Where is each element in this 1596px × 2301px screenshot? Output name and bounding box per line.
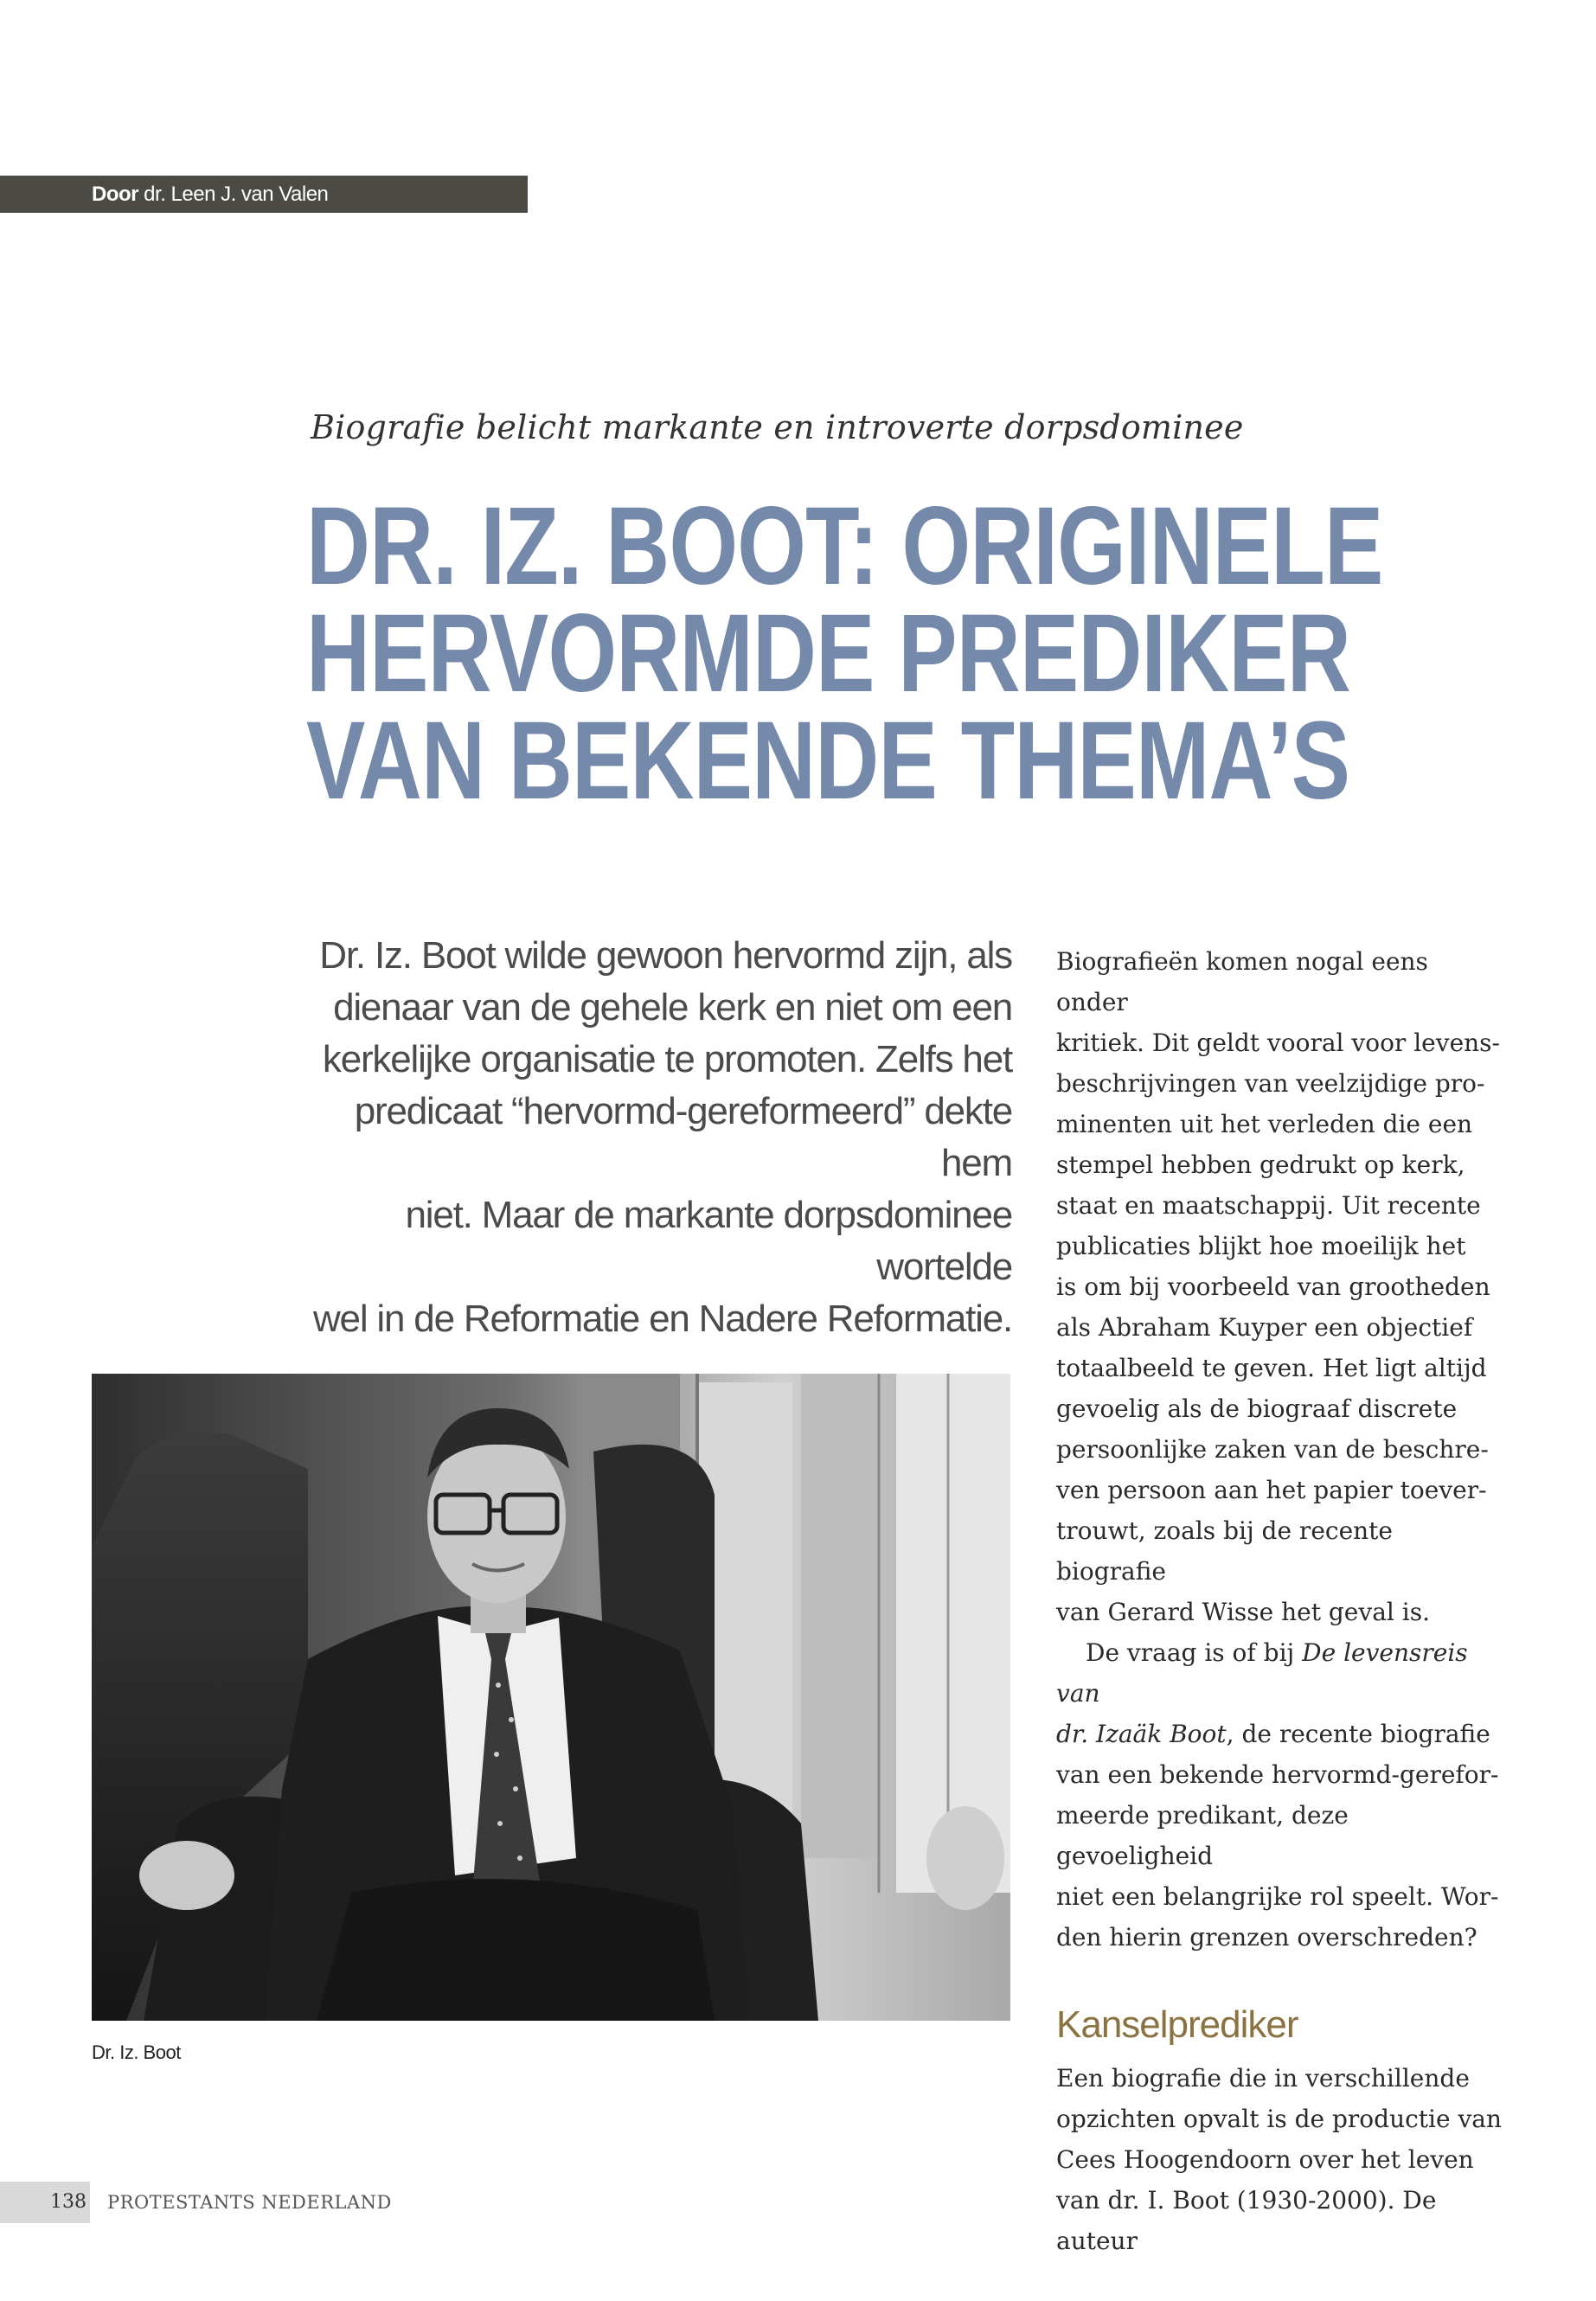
body-line: stempel hebben gedrukt op kerk, (1056, 1150, 1465, 1179)
page-number: 138 (50, 2191, 87, 2213)
body-column (1056, 941, 1506, 2261)
publication-name: PROTESTANTS NEDERLAND (107, 2192, 392, 2213)
portrait-photo (92, 1374, 1010, 2021)
body-line: opzichten opvalt is de productie van (1056, 2105, 1503, 2133)
paragraph-3 (1056, 2058, 1506, 2261)
body-line: , de recente biografie (1226, 1720, 1490, 1748)
body-line: staat en maatschappij. Uit recente (1056, 1191, 1481, 1220)
headline-line-1: DR. IZ. BOOT: ORIGINELE (306, 484, 1383, 608)
lead-paragraph (294, 930, 1012, 1345)
lead-line: Dr. Iz. Boot wilde gewoon hervormd zijn, als (319, 934, 1012, 977)
subheading: Kanselprediker (1056, 2003, 1298, 2046)
body-line: is om bij voorbeeld van grootheden (1056, 1272, 1490, 1301)
body-line: persoonlijke zaken van de beschre- (1056, 1435, 1489, 1464)
lead-line: predicaat “hervormd-gereformeerd” dekte hem (354, 1090, 1012, 1184)
body-line: minenten uit het verleden die een (1056, 1110, 1473, 1138)
byline-author: dr. Leen J. van Valen (144, 183, 329, 206)
body-line: totaalbeeld te geven. Het ligt altijd (1056, 1354, 1487, 1382)
body-line: Cees Hoogendoorn over het leven (1056, 2145, 1474, 2174)
body-line: van Gerard Wisse het geval is. (1056, 1598, 1430, 1626)
book-title: dr. Izaäk Boot (1056, 1720, 1227, 1748)
headline-line-2: HERVORMDE PREDIKER (306, 592, 1350, 715)
body-line: trouwt, zoals bij de recente biografie (1056, 1516, 1393, 1586)
lead-line: kerkelijke organisatie te promoten. Zelfs het (322, 1038, 1012, 1080)
body-line: ven persoon aan het papier toever- (1056, 1476, 1487, 1504)
body-line: niet een belangrijke rol speelt. Wor- (1056, 1882, 1499, 1911)
lead-line: niet. Maar de markante dorpsdominee wortelde (405, 1194, 1012, 1288)
paragraph-2 (1056, 1632, 1506, 1958)
byline-prefix: Door (92, 183, 138, 206)
body-line: van dr. I. Boot (1930-2000). De auteur (1056, 2186, 1437, 2255)
body-line: gevoelig als de biograaf discrete (1056, 1394, 1458, 1423)
byline-bar (0, 176, 528, 213)
lead-line: dienaar van de gehele kerk en niet om een (333, 986, 1012, 1029)
body-line: publicaties blijkt hoe moeilijk het (1056, 1232, 1466, 1260)
book-title: De levensreis van (1056, 1638, 1468, 1708)
body-line: van een bekende hervormd-gerefor- (1056, 1760, 1499, 1789)
headline-line-3: VAN BEKENDE THEMA’S (306, 699, 1350, 823)
headline (306, 484, 1383, 823)
body-text: De vraag is of bij (1086, 1638, 1295, 1667)
body-line: als Abraham Kuyper een objectief (1056, 1313, 1473, 1342)
lead-line: wel in de Reformatie en Nadere Reformatie. (312, 1298, 1012, 1340)
body-line: kritiek. Dit geldt vooral voor levens- (1056, 1029, 1500, 1057)
paragraph-1 (1056, 941, 1506, 1632)
body-line: den hierin grenzen overschreden? (1056, 1923, 1477, 1952)
body-line: Biografieën komen nogal eens onder (1056, 947, 1428, 1016)
body-line: meerde predikant, deze gevoeligheid (1056, 1801, 1349, 1870)
kicker: Biografie belicht markante en introverte dorpsdominee (311, 408, 1244, 446)
photo-caption: Dr. Iz. Boot (92, 2041, 181, 2063)
body-line: Een biografie die in verschillende (1056, 2064, 1470, 2093)
body-line: beschrijvingen van veelzijdige pro- (1056, 1069, 1485, 1098)
